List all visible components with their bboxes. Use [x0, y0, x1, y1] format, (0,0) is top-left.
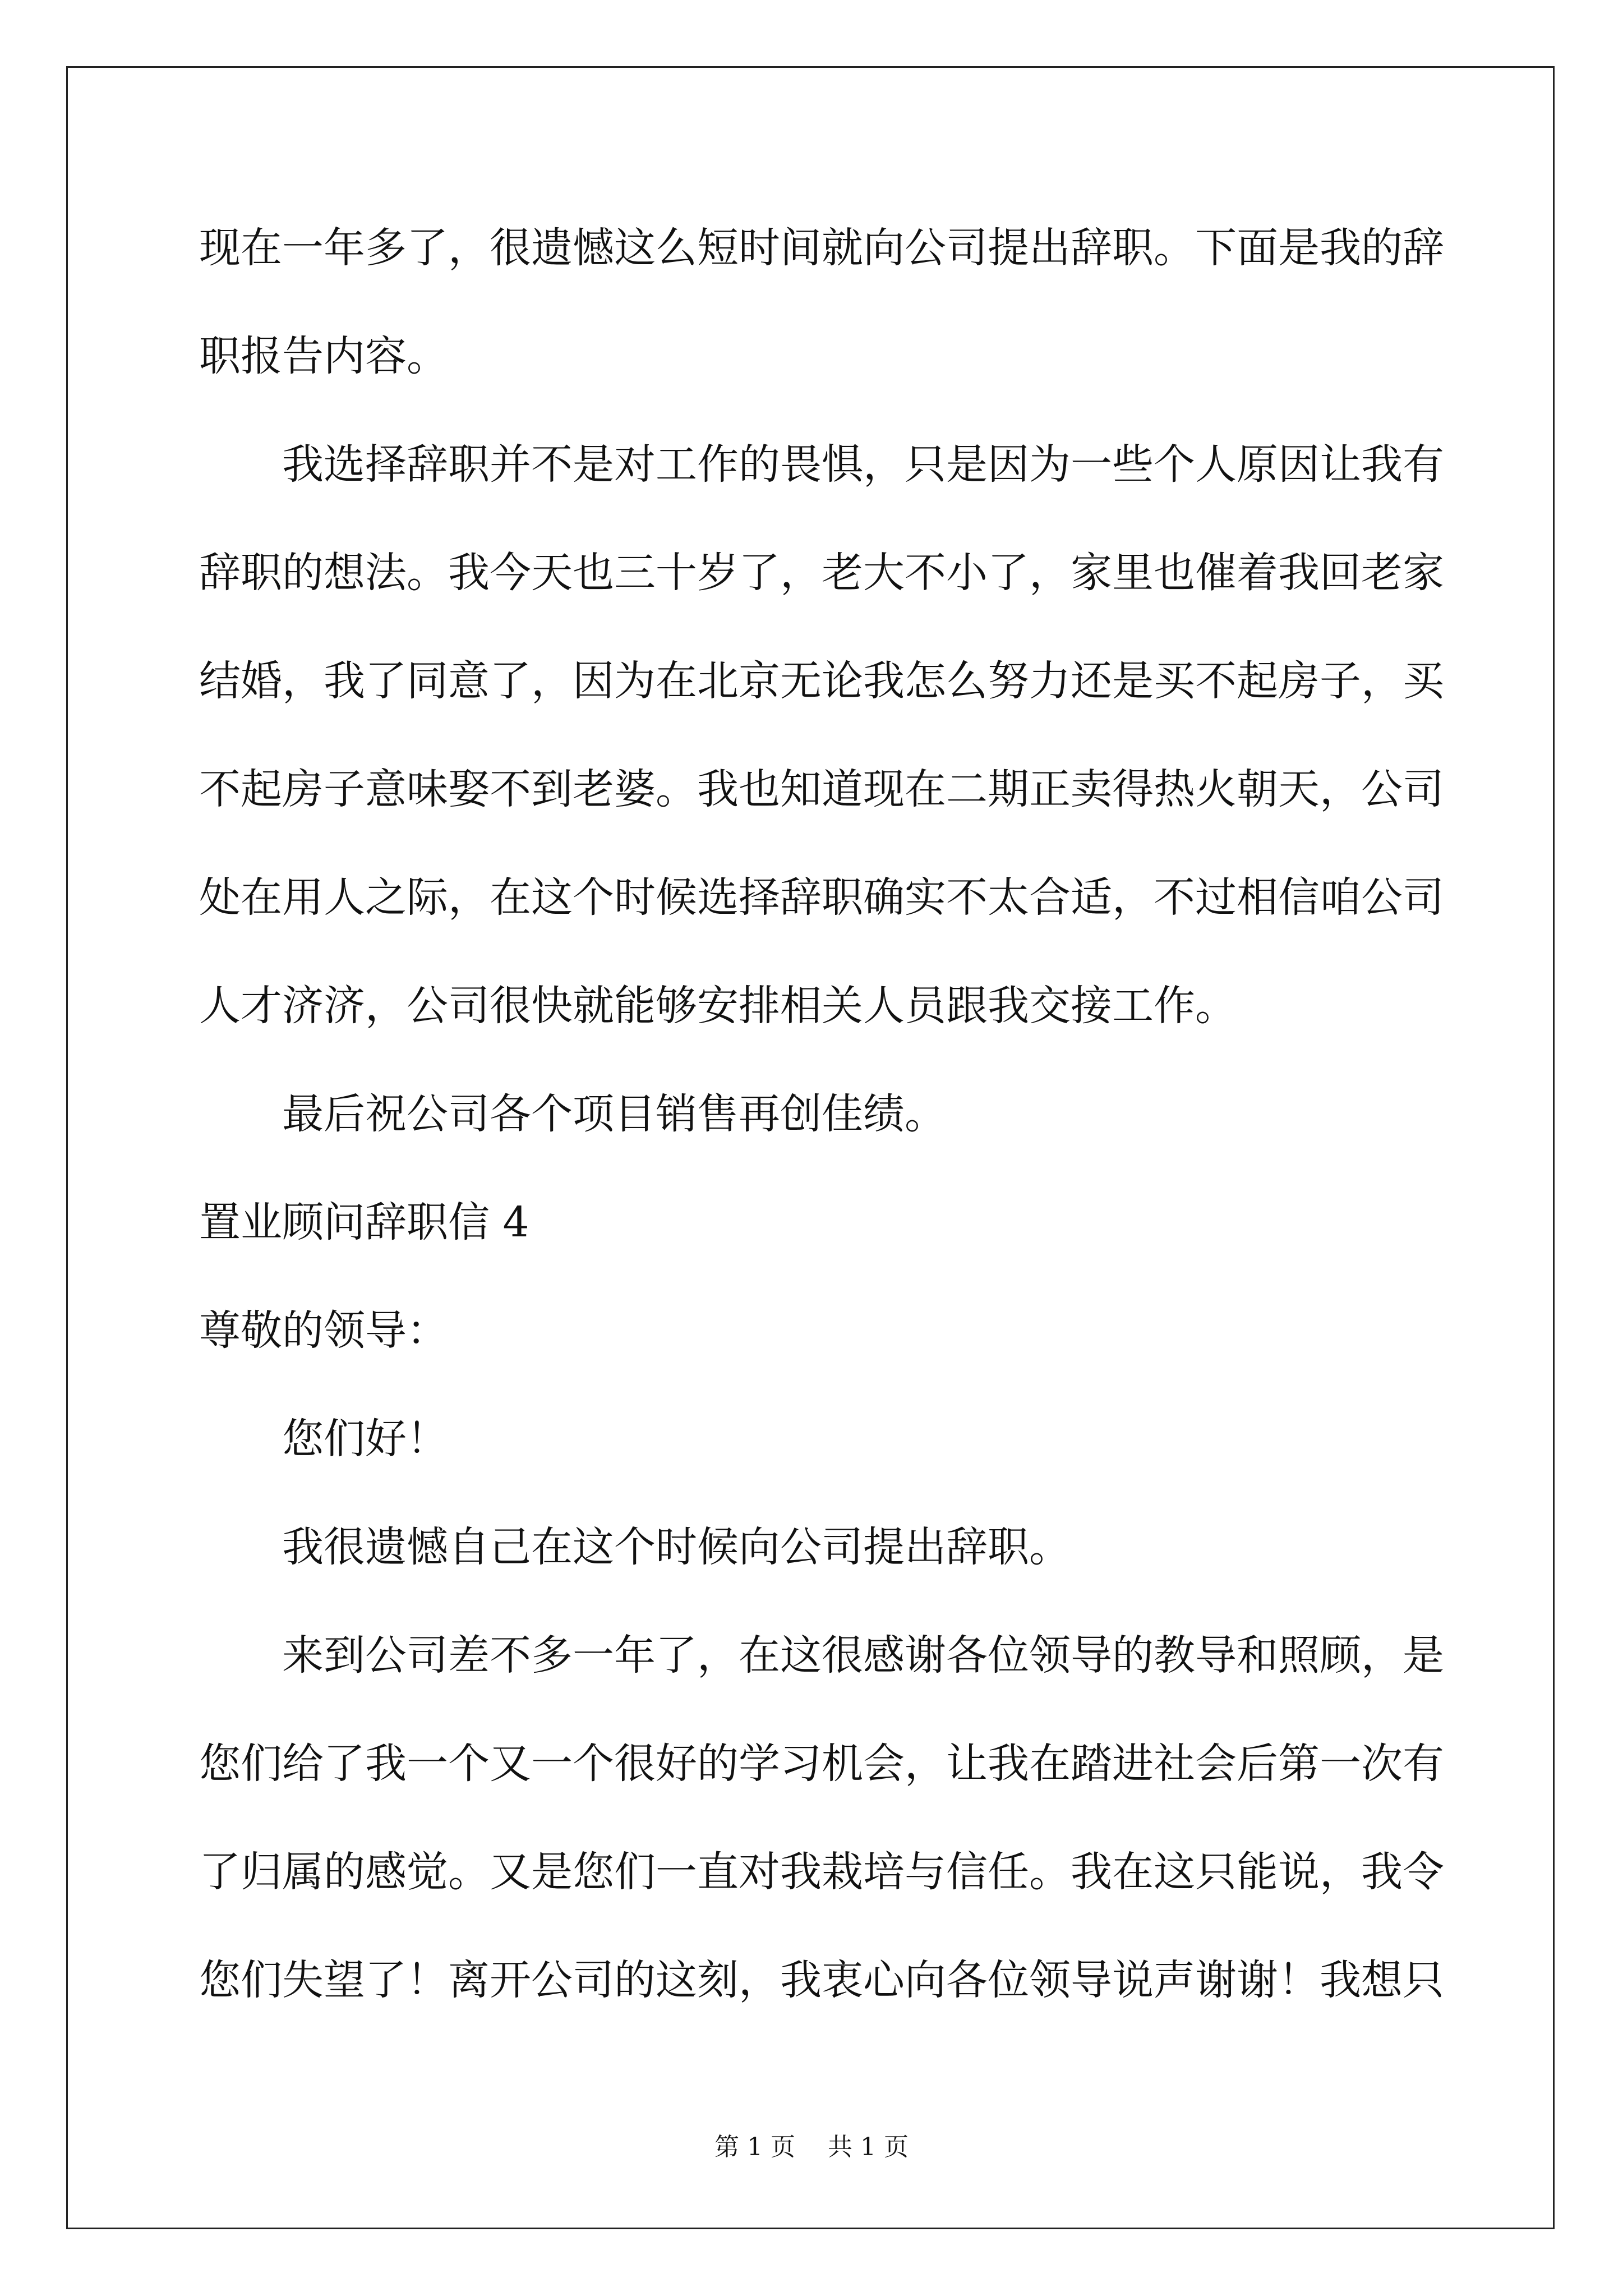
text-line: 现在一年多了，很遗憾这么短时间就向公司提出辞职。下面是我的辞	[199, 224, 1444, 272]
text-line: 不起房子意味娶不到老婆。我也知道现在二期正卖得热火朝天，公司	[199, 765, 1444, 813]
text-line: 您们给了我一个又一个很好的学习机会，让我在踏进社会后第一次有	[199, 1740, 1444, 1788]
text-line: 最后祝公司各个项目销售再创佳绩。	[199, 1090, 946, 1138]
text-line: 结婚，我了同意了，因为在北京无论我怎么努力还是买不起房子，买	[199, 657, 1444, 705]
text-line: 处在用人之际，在这个时候选择辞职确实不太合适，不过相信咱公司	[199, 873, 1444, 922]
greeting: 您们好！	[199, 1415, 448, 1463]
salutation: 尊敬的领导：	[199, 1306, 448, 1355]
section-heading: 置业顾问辞职信 4	[199, 1198, 529, 1246]
text-line: 辞职的想法。我今天也三十岁了，老大不小了，家里也催着我回老家	[199, 549, 1444, 597]
text-line: 职报告内容。	[199, 332, 448, 380]
text-line: 人才济济，公司很快就能够安排相关人员跟我交接工作。	[199, 982, 1237, 1030]
text-line: 我很遗憾自己在这个时候向公司提出辞职。	[199, 1523, 1071, 1571]
page-footer: 第 1 页 共 1 页	[714, 2133, 909, 2161]
text-line: 来到公司差不多一年了，在这很感谢各位领导的教导和照顾，是	[199, 1631, 1444, 1680]
page-border	[66, 66, 1555, 2229]
text-line: 您们失望了！离开公司的这刻，我衷心向各位领导说声谢谢！我想只	[199, 1956, 1444, 2004]
text-line: 了归属的感觉。又是您们一直对我栽培与信任。我在这只能说，我令	[199, 1848, 1444, 1896]
text-line: 我选择辞职并不是对工作的畏惧，只是因为一些个人原因让我有	[199, 440, 1444, 489]
